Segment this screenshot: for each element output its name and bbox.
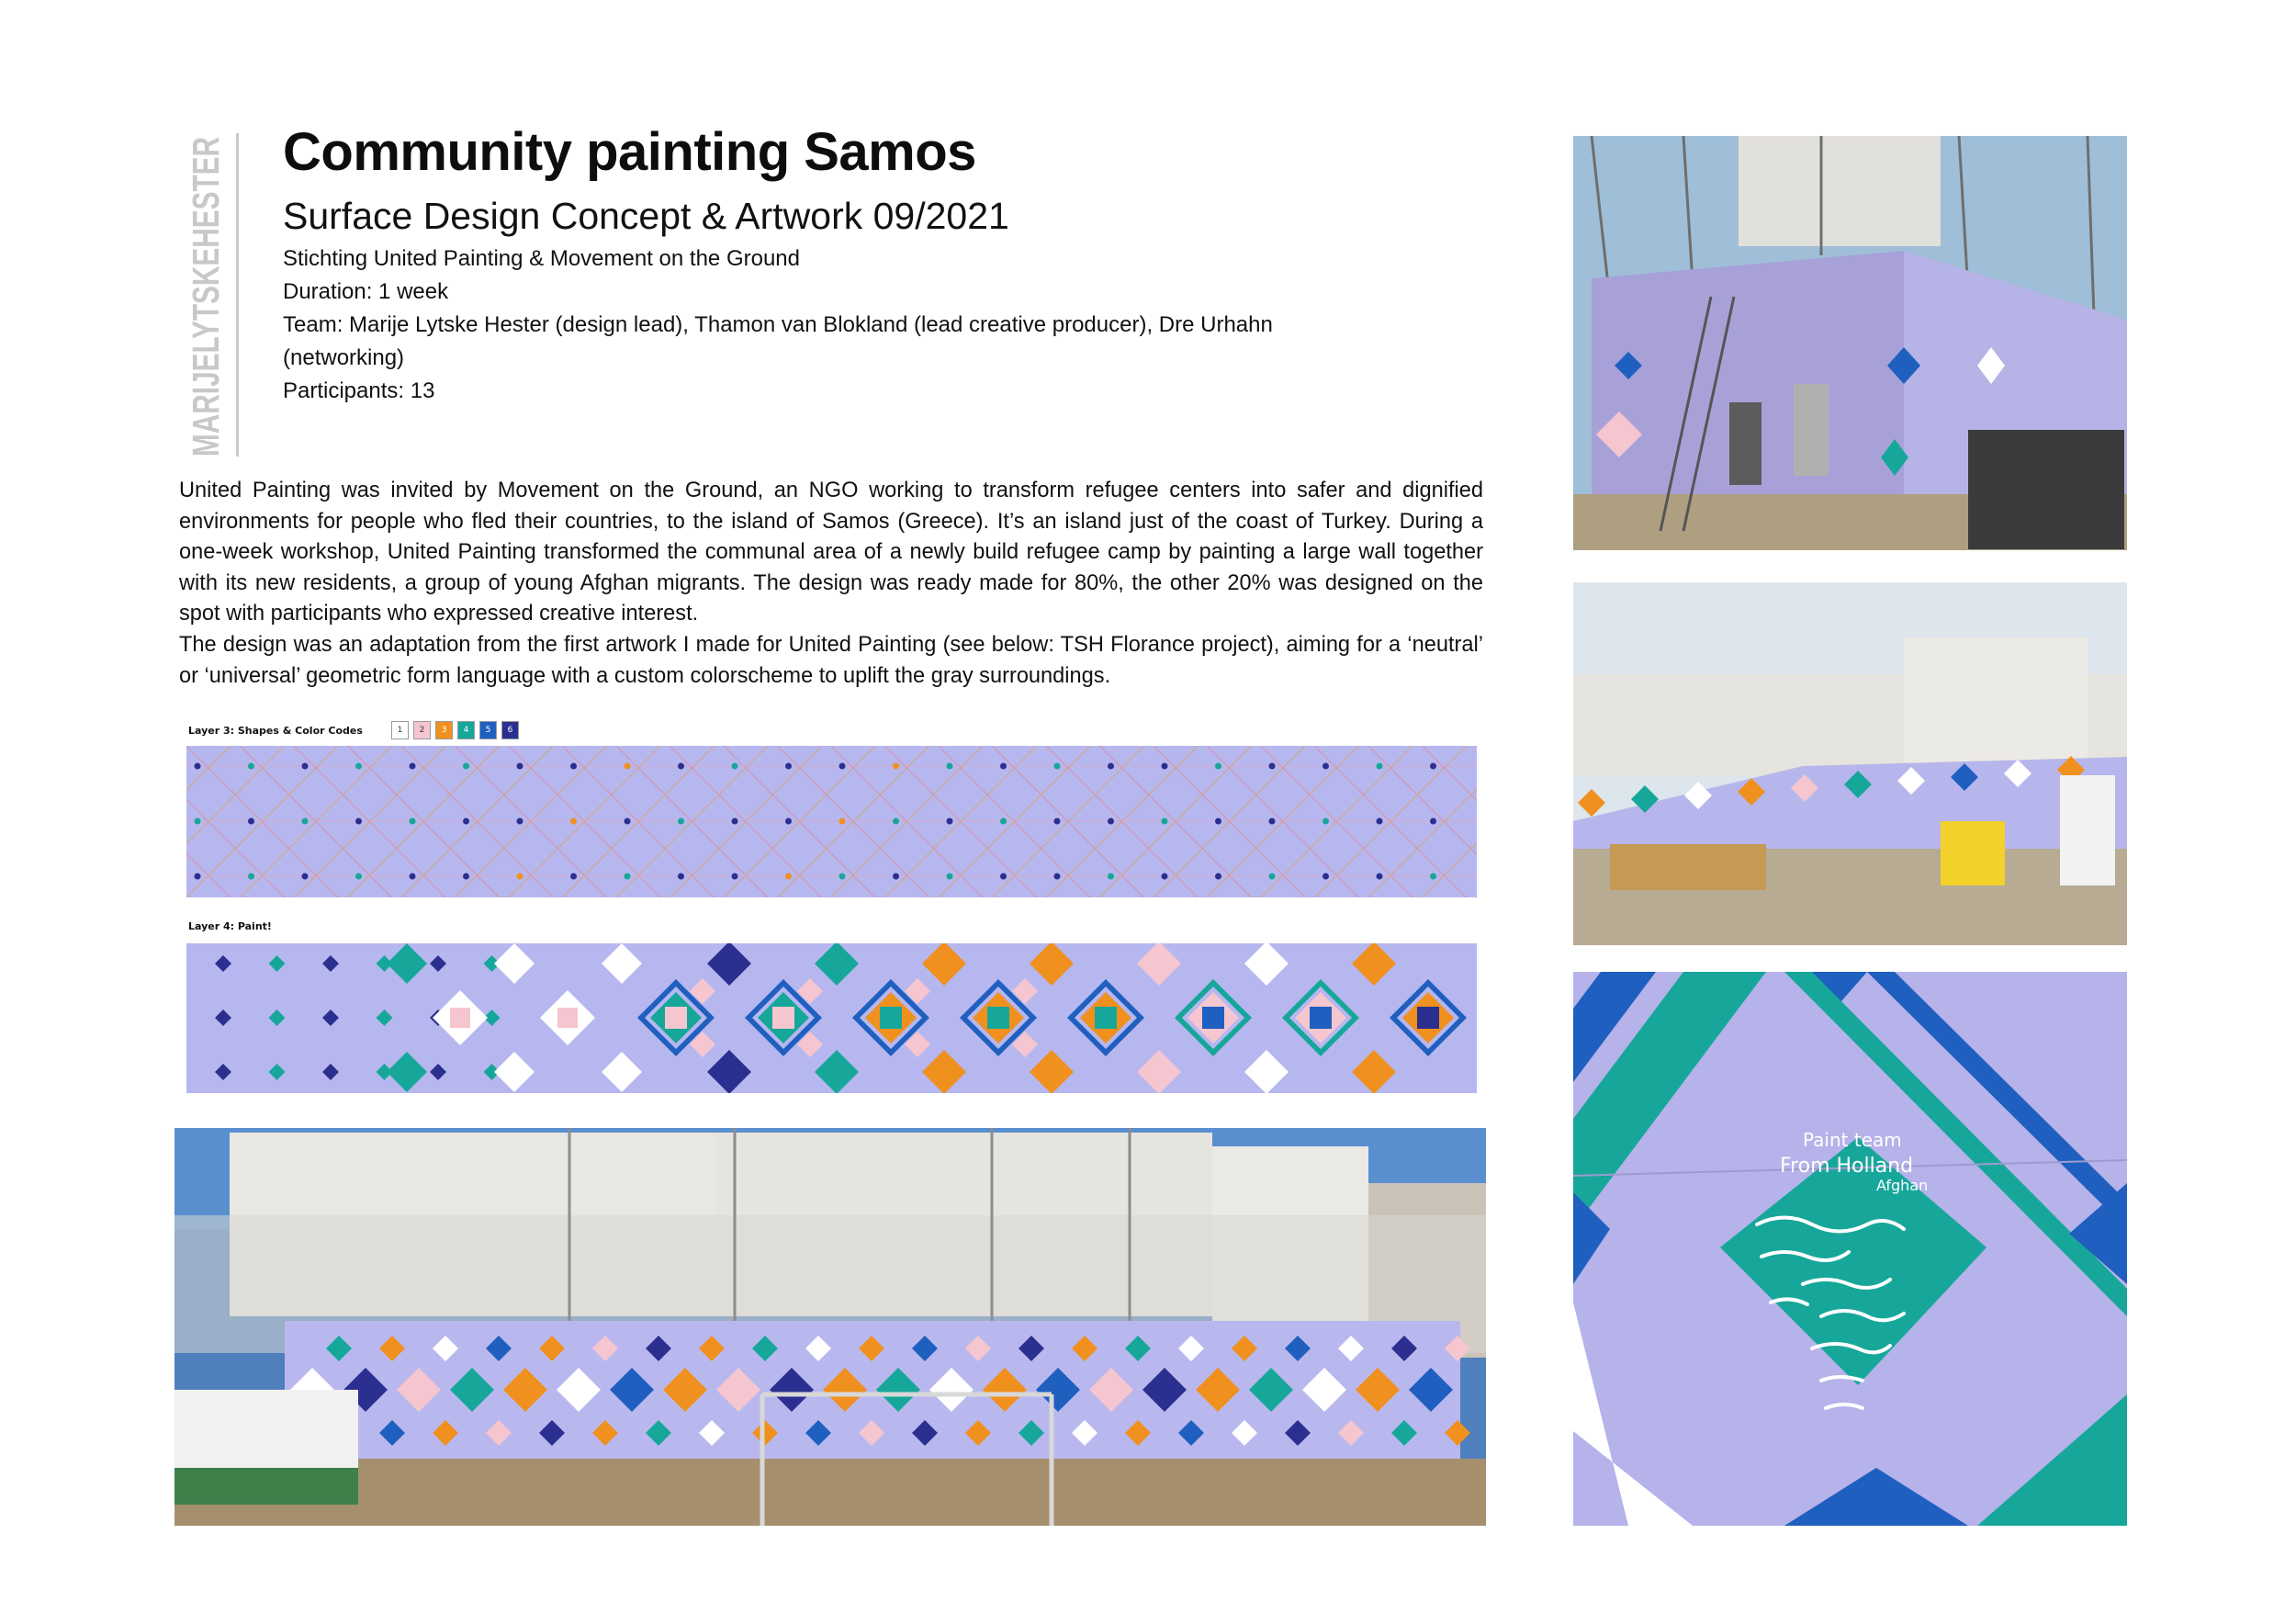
page-subtitle: Surface Design Concept & Artwork 09/2021 — [283, 195, 1009, 237]
photo-signed-diamond-closeup — [1573, 972, 2127, 1526]
paint-square — [450, 1008, 470, 1028]
paint-square — [987, 1007, 1009, 1029]
paint-square — [1417, 1007, 1439, 1029]
color-code-1: 1 — [391, 721, 409, 739]
color-code-4: 4 — [457, 721, 475, 739]
paint-square — [665, 1007, 687, 1029]
photo-wall-overview — [1573, 582, 2127, 945]
project-meta — [283, 242, 1376, 408]
sign-text-2: From Holland — [1780, 1155, 1914, 1178]
vertical-author-text: MARIJELYTSKEHESTER — [185, 133, 227, 457]
sign-text-1: Paint team — [1803, 1129, 1902, 1151]
color-code-6: 6 — [501, 721, 519, 739]
layer3-label: Layer 3: Shapes & Color Codes — [188, 725, 363, 737]
color-code-2: 2 — [413, 721, 431, 739]
color-code-5: 5 — [479, 721, 497, 739]
paint-design-panel — [186, 943, 1477, 1093]
paint-square — [1095, 1007, 1117, 1029]
paint-square — [1202, 1007, 1224, 1029]
photo-finished-mural — [174, 1128, 1486, 1526]
layer4-label: Layer 4: Paint! — [188, 920, 272, 932]
sign-text-3: Afghan — [1876, 1177, 1929, 1194]
description-paragraph-2: The design was an adaptation from the first artwork I made for United Painting (see below: TSH Florance project), aiming for a ‘neutral’ or ‘universal’ geometric form language with a custom colorscheme to uplift the gray surroundings. — [179, 632, 1483, 688]
meta-participants: Participants: 13 — [283, 378, 435, 403]
paint-square — [557, 1008, 578, 1028]
project-description — [179, 476, 1483, 692]
description-paragraph-1: United Painting was invited by Movement on the Ground, an NGO working to transform refugee centers into safer and dignified environments for people who fled their countries, to the island of Samos (Greece). It’s an island just of the coast of Turkey. During a one-week workshop, United Painting transformed the communal area of a newly build refugee camp by painting a large wall together with its new residents, a group of young Afghan migrants. The design was ready made for 80%, the other 20% was designed on the spot with participants who expressed creative interest. — [179, 479, 1483, 626]
meta-duration: Duration: 1 week — [283, 279, 449, 304]
vertical-author-name — [179, 133, 234, 459]
color-code-3: 3 — [435, 721, 453, 739]
shapes-grid-panel — [186, 746, 1477, 897]
paint-square — [1310, 1007, 1332, 1029]
page-title: Community painting Samos — [283, 122, 976, 182]
meta-team: Team: Marije Lytske Hester (design lead), Thamon van Blokland (lead creative producer), Dre Urhahn (networking) — [283, 312, 1273, 370]
meta-organisation: Stichting United Painting & Movement on the Ground — [283, 246, 800, 271]
vertical-divider — [236, 133, 239, 457]
paint-square — [772, 1007, 794, 1029]
paint-square — [880, 1007, 902, 1029]
photo-painting-on-ladder — [1573, 136, 2127, 550]
